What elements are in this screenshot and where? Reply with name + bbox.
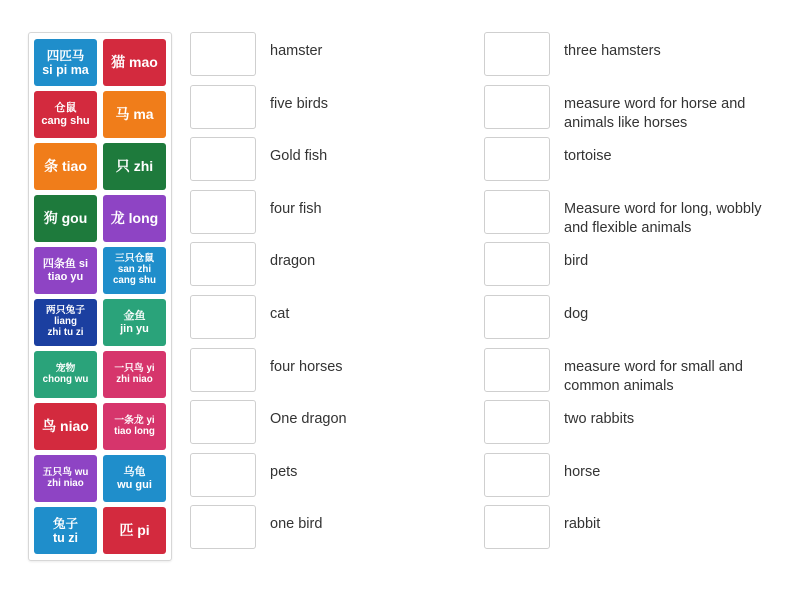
answer-label: three hamsters [564,43,661,59]
answer-row [190,348,470,401]
drop-target-box[interactable] [484,295,550,339]
answer-row [484,190,774,243]
word-tile-label: 一只鸟 yi zhi niao [114,362,155,385]
answer-label: hamster [270,43,323,59]
word-tile[interactable] [103,91,166,138]
answer-row [484,295,774,348]
drop-target-box[interactable] [190,85,256,129]
tile-row [34,403,166,450]
word-tile[interactable] [103,403,166,450]
answer-label: four fish [270,200,322,217]
word-tile[interactable] [103,351,166,398]
drop-target-box[interactable] [484,400,550,444]
word-tile-label: 仓鼠 cang shu [41,102,90,127]
word-tile-label: 五只鸟 wu zhi niao [42,466,89,489]
word-tile[interactable] [34,143,97,190]
word-tile-label: 四条鱼 si tiao yu [42,258,89,283]
drop-target-box[interactable] [484,32,550,76]
word-tile[interactable] [34,91,97,138]
answers-column-right [484,32,774,558]
answer-label: two rabbits [564,411,635,428]
answer-row [190,295,470,348]
drop-target-box[interactable] [484,85,550,129]
drop-target-box[interactable] [190,32,256,76]
word-tile[interactable] [34,455,97,502]
word-tile-label: 鸟 niao [42,417,89,434]
word-tile-label: 只 zhi [115,157,154,174]
answer-label: dragon [270,253,316,270]
drop-target-box[interactable] [190,190,256,234]
tile-row [34,455,166,502]
drop-target-box[interactable] [190,348,256,392]
answer-row [484,348,774,401]
tile-row [34,507,166,554]
drop-target-box[interactable] [190,505,256,549]
word-tile[interactable] [103,507,166,554]
answer-label: Measure word for long, wobbly and flexible animals [564,200,762,237]
answer-label: dog [564,305,589,322]
word-tile[interactable] [103,143,166,190]
tile-row [34,247,166,294]
drop-target-box[interactable] [190,453,256,497]
word-tile[interactable] [103,195,166,242]
answer-label: one bird [270,516,323,533]
word-tile[interactable] [103,299,166,346]
answer-label: horse [564,463,601,480]
word-tile[interactable] [103,39,166,86]
answer-label: tortoise [564,148,612,165]
answer-label: four horses [270,358,343,375]
drop-target-box[interactable] [484,190,550,234]
word-tile[interactable] [34,39,97,86]
answer-row [190,400,470,453]
answer-label: cat [270,305,290,322]
drop-target-box[interactable] [484,242,550,286]
answer-row [190,190,470,243]
tile-row [34,351,166,398]
answer-label: pets [270,463,298,480]
word-tile-label: 两只兔子 liang zhi tu zi [45,305,86,338]
word-tile-label: 马 ma [115,105,154,122]
drop-target-box[interactable] [190,400,256,444]
answer-row [484,32,774,85]
answer-row [190,85,470,138]
tile-row [34,299,166,346]
word-tile[interactable] [34,351,97,398]
answer-row [190,505,470,558]
answer-label: Gold fish [270,148,328,165]
tile-row [34,39,166,86]
word-tile-label: 宠物 chong wu [42,362,89,385]
word-tile[interactable] [103,455,166,502]
answer-row [484,400,774,453]
answer-label: measure word for small and common animals [564,358,743,394]
word-tile[interactable] [34,299,97,346]
word-tile-label: 乌龟 wu gui [117,466,152,491]
word-tile[interactable] [34,403,97,450]
answer-row [484,85,774,138]
word-tile-label: 匹 pi [119,521,150,538]
word-tile-label: 龙 long [110,209,159,226]
answers-column-middle [190,32,470,558]
drop-target-box[interactable] [484,505,550,549]
answer-label: bird [564,253,589,270]
answer-label: measure word for horse and animals like horses [564,95,746,132]
word-tile-label: 三只仓鼠 san zhi cang shu [112,253,156,286]
tile-row [34,195,166,242]
tile-row [34,143,166,190]
word-tile-label: 四匹马 si pi ma [42,48,89,77]
drop-target-box[interactable] [190,137,256,181]
drop-target-box[interactable] [484,348,550,392]
drop-target-box[interactable] [484,453,550,497]
word-tile[interactable] [34,247,97,294]
tile-row [34,91,166,138]
answer-label: five birds [270,95,329,112]
word-tile[interactable] [34,195,97,242]
answer-row [190,242,470,295]
drop-target-box[interactable] [190,242,256,286]
answer-row [190,32,470,85]
word-tile[interactable] [34,507,97,554]
answer-row [484,453,774,506]
word-tile[interactable] [103,247,166,294]
drop-target-box[interactable] [484,137,550,181]
word-tile-label: 金鱼 jin yu [120,310,149,335]
answer-row [190,453,470,506]
answer-row [484,242,774,295]
word-tile-label: 兔子 tu zi [52,516,78,545]
answer-row [484,137,774,190]
answer-label: rabbit [564,516,601,533]
answer-label: One dragon [270,411,347,428]
answer-row [484,505,774,558]
answer-row [190,137,470,190]
tile-bank[interactable] [28,32,172,561]
word-tile-label: 一条龙 yi tiao long [114,414,155,437]
word-tile-label: 狗 gou [43,209,88,226]
word-tile-label: 条 tiao [44,157,87,174]
word-tile-label: 猫 mao [111,53,158,70]
drop-target-box[interactable] [190,295,256,339]
